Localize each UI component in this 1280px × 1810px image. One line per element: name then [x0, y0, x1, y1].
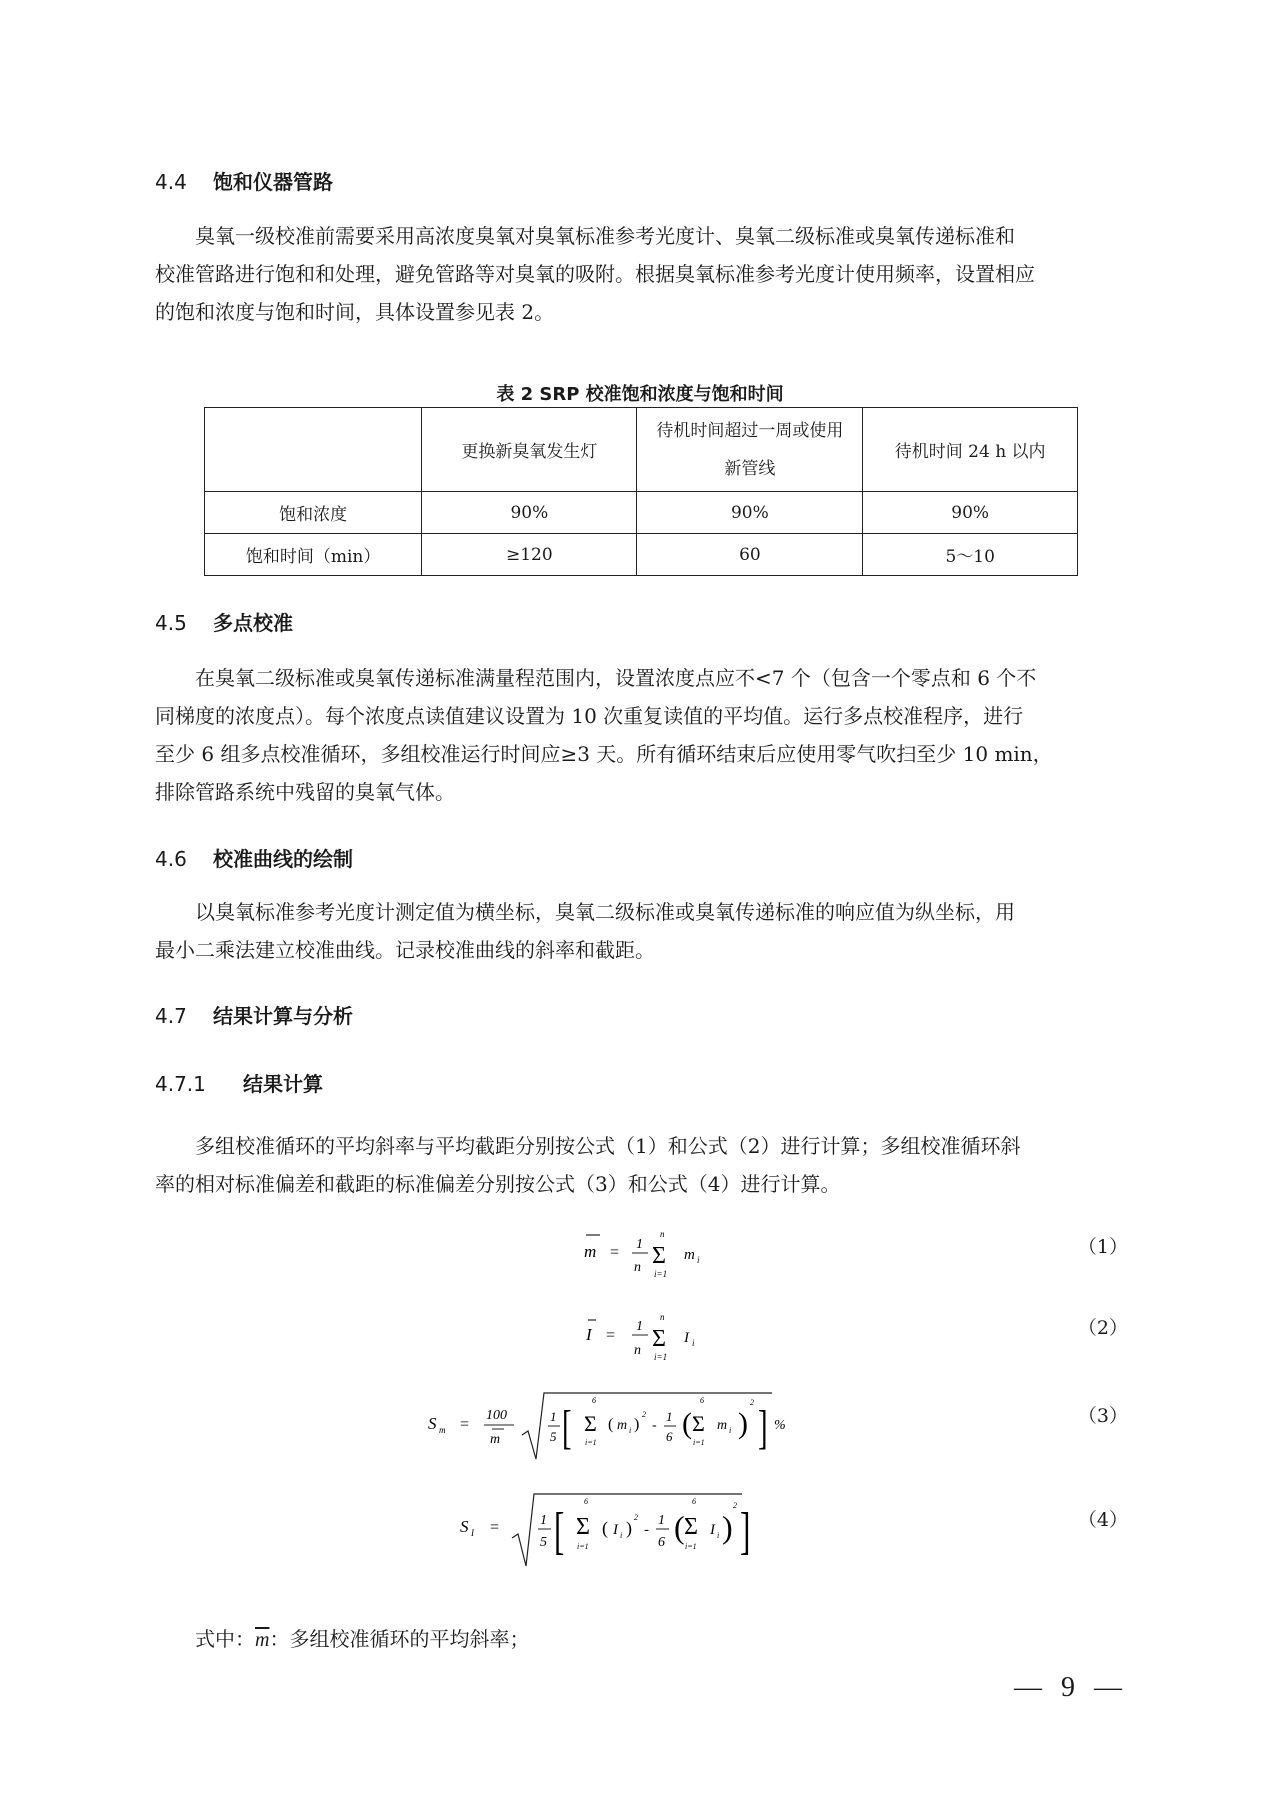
table-cell: 90%: [422, 492, 637, 534]
formula-4: [450, 1482, 760, 1572]
svg-text:2: 2: [733, 1501, 737, 1510]
svg-text:]: ]: [758, 1400, 768, 1454]
page-number: — 9 —: [1014, 1672, 1128, 1703]
svg-text:6: 6: [700, 1396, 704, 1405]
svg-text:6: 6: [692, 1497, 696, 1506]
svg-text:I: I: [710, 1522, 715, 1538]
svg-text:2: 2: [750, 1398, 754, 1407]
svg-text:n: n: [660, 1312, 665, 1322]
svg-text:i: i: [692, 1338, 695, 1348]
svg-text:100: 100: [486, 1408, 507, 1423]
section-4-7-heading: 4.7 结果计算与分析: [155, 1004, 353, 1028]
equation-number: （1）: [1077, 1236, 1128, 1258]
svg-text:i: i: [717, 1531, 720, 1540]
svg-text:[: [: [554, 1503, 565, 1561]
table-2: [204, 407, 1078, 576]
svg-text:(: (: [674, 1509, 685, 1545]
svg-text:6: 6: [592, 1396, 596, 1405]
svg-text:[: [: [562, 1400, 572, 1454]
svg-text:S: S: [428, 1414, 437, 1433]
svg-text:i=1: i=1: [577, 1542, 589, 1551]
svg-text:S: S: [460, 1517, 469, 1536]
svg-text:=: =: [490, 1519, 500, 1536]
svg-text:=: =: [606, 1327, 616, 1344]
svg-text:): ): [738, 1407, 748, 1440]
table-cell: 60: [637, 534, 863, 576]
svg-text:i=1: i=1: [685, 1542, 697, 1551]
svg-text:i=1: i=1: [585, 1438, 597, 1447]
svg-text:m: m: [617, 1418, 628, 1433]
svg-text:i=1: i=1: [654, 1352, 668, 1362]
svg-text:5: 5: [550, 1429, 557, 1444]
equation-number: （2）: [1077, 1317, 1128, 1339]
svg-text:I: I: [684, 1330, 689, 1346]
table-cell: ≥120: [422, 534, 637, 576]
svg-text:-: -: [644, 1522, 649, 1538]
svg-text:%: %: [774, 1418, 786, 1433]
svg-text:m: m: [490, 1432, 501, 1447]
svg-text:6: 6: [666, 1429, 673, 1444]
table-header-row: [205, 408, 1078, 492]
table-cell: 饱和浓度: [205, 492, 422, 534]
svg-text:i: i: [697, 1255, 700, 1265]
table-cell: 90%: [637, 492, 863, 534]
section-4-4-paragraph: 臭氧一级校准前需要采用高浓度臭氧对臭氧标准参考光度计、臭氧二级标准或臭氧传递标准和 校准管路进行饱和和处理，避免管路等对臭氧的吸附。根据臭氧标准参考光度计使用频率，设置相应 的饱和浓度与饱和时间，具体设置参见表 2。: [155, 224, 1035, 324]
svg-text:-: -: [652, 1418, 657, 1433]
svg-text:(: (: [608, 1416, 614, 1433]
svg-text:1: 1: [540, 1513, 547, 1528]
svg-text:1: 1: [658, 1513, 665, 1528]
where-clause: 式中：$\overline{m}$：多组校准循环的平均斜率；: [195, 1627, 530, 1651]
svg-text:m: m: [684, 1247, 695, 1263]
svg-text:): ): [626, 1518, 632, 1538]
svg-text:): ): [634, 1416, 640, 1433]
svg-text:i: i: [629, 1426, 632, 1435]
section-4-7-1-paragraph: 多组校准循环的平均斜率与平均截距分别按公式（1）和公式（2）进行计算；多组校准循环斜 率的相对标准偏差和截距的标准偏差分别按公式（3）和公式（4）进行计算。: [155, 1134, 1021, 1196]
svg-text:n: n: [634, 1343, 641, 1358]
table-row: [205, 492, 1078, 534]
table-row: [205, 534, 1078, 576]
section-4-4-heading: 4.4 饱和仪器管路: [155, 170, 333, 194]
svg-text:6: 6: [584, 1497, 588, 1506]
svg-text:1: 1: [636, 1319, 643, 1334]
svg-text:): ): [722, 1509, 733, 1545]
svg-text:1: 1: [666, 1409, 673, 1424]
svg-text:(: (: [682, 1407, 692, 1440]
section-4-6-paragraph: 以臭氧标准参考光度计测定值为横坐标，臭氧二级标准或臭氧传递标准的响应值为纵坐标，用 最小二乘法建立校准曲线。记录校准曲线的斜率和截距。: [155, 900, 1015, 962]
svg-text:i=1: i=1: [693, 1438, 705, 1447]
equation-number: （4）: [1077, 1509, 1128, 1531]
table-cell: 90%: [863, 492, 1078, 534]
table-header-cell: [205, 408, 422, 492]
svg-text:m: m: [584, 1242, 597, 1261]
svg-text:Σ: Σ: [652, 1326, 666, 1352]
svg-text:m: m: [439, 1425, 446, 1435]
svg-text:I: I: [586, 1325, 592, 1344]
svg-text:I: I: [613, 1522, 618, 1538]
svg-text:Σ: Σ: [684, 1514, 698, 1540]
svg-text:m: m: [717, 1418, 728, 1433]
table-header-cell: 更换新臭氧发生灯: [422, 408, 637, 492]
svg-text:n: n: [660, 1229, 665, 1239]
svg-text:]: ]: [740, 1503, 751, 1561]
svg-text:Σ: Σ: [576, 1514, 590, 1540]
section-4-5-heading: 4.5 多点校准: [155, 611, 293, 635]
svg-text:1: 1: [550, 1409, 557, 1424]
table-cell: 饱和时间（min）: [205, 534, 422, 576]
equation-number: （3）: [1077, 1405, 1128, 1427]
section-4-6-heading: 4.6 校准曲线的绘制: [155, 847, 353, 871]
formula-2: [570, 1306, 740, 1370]
svg-text:i: i: [729, 1426, 732, 1435]
table-header-cell: 待机时间超过一周或使用新管线: [637, 408, 863, 492]
svg-text:Σ: Σ: [652, 1243, 666, 1269]
svg-text:5: 5: [540, 1535, 547, 1550]
formula-1: [570, 1225, 740, 1289]
svg-text:2: 2: [642, 1410, 646, 1419]
svg-text:I: I: [471, 1528, 474, 1538]
svg-text:n: n: [634, 1260, 641, 1275]
table-header-cell: 待机时间 24 h 以内: [863, 408, 1078, 492]
section-4-5-paragraph: 在臭氧二级标准或臭氧传递标准满量程范围内，设置浓度点应不<7 个（包含一个零点和 6 个不 同梯度的浓度点）。每个浓度点读值建议设置为 10 次重复读值的平均值。运行多点校准程序，进行 至少 6 组多点校准循环，多组校准运行时间应≥3 天。所有循环结束后应使用零气吹扫至少 10 min， 排除管路系统中残留的臭氧气体。: [155, 666, 1053, 804]
svg-text:=: =: [460, 1416, 470, 1433]
svg-text:Σ: Σ: [692, 1411, 705, 1436]
svg-text:=: =: [610, 1244, 620, 1261]
table-cell: 5～10: [863, 534, 1078, 576]
svg-text:1: 1: [636, 1237, 643, 1252]
svg-text:(: (: [602, 1518, 608, 1538]
formula-3: [420, 1383, 800, 1465]
table-caption: 表 2 SRP 校准饱和浓度与饱和时间: [496, 384, 784, 405]
svg-text:6: 6: [658, 1535, 665, 1550]
svg-text:i=1: i=1: [654, 1269, 668, 1279]
svg-text:i: i: [620, 1531, 623, 1540]
section-4-7-1-heading: 4.7.1 结果计算: [155, 1072, 323, 1096]
svg-text:Σ: Σ: [584, 1411, 597, 1436]
svg-text:2: 2: [634, 1513, 638, 1522]
